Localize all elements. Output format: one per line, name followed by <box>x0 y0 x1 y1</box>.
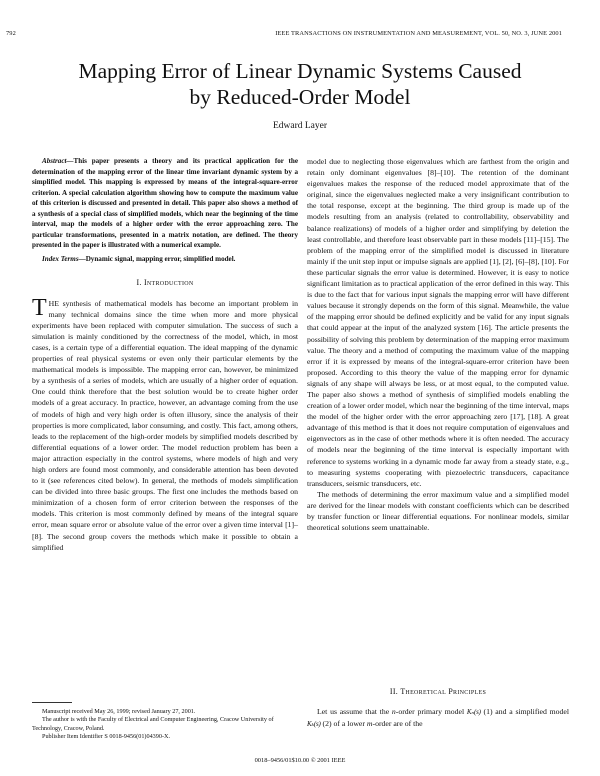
s2-text-c: (1) and a simplified model <box>480 707 569 717</box>
s2-var-m: m <box>366 719 373 729</box>
s2-text-a: Let us assume that the <box>317 707 392 717</box>
index-terms <box>32 254 298 265</box>
s2-var-n: n <box>391 707 396 717</box>
paper-title <box>40 58 560 110</box>
footnote-received: Manuscript received May 26, 1999; revised January 27, 2001. <box>42 708 196 715</box>
drop-cap: T <box>32 294 47 321</box>
s2-math-kn: Kₙ(s) <box>466 708 481 717</box>
footnote-pii: Publisher Item Identifier S 0018-9456(01)04390-X. <box>42 733 171 741</box>
s2-math-km: Kₖ(s) <box>307 720 321 729</box>
index-terms-lead: Index Terms— <box>42 254 86 263</box>
footnote-rule <box>32 702 72 703</box>
intro-paragraph-1-continued: model due to neglecting those eigenvalues which are farthest from the origin and retain only dominant eigenvalues [8]–[10]. The retention of the dominant eigenvalues makes the response of the reduced model approximate that of the original, since the eigenvalues neglected make a very insignificant contribution to the total response, except at the beginning. The third group is made up of the models resulting from an analysis (related to controllability, observability and balance realizations) of models of a higher order and simplifying by deletion the least controllable, and therefore least observable part in these models [11]–[15]. The problem of the mapping error of the simplified model is discussed in literature mainly if the unit step input or impulse signals are applied [1], [2], [6]–[8], [10]. For these particular signals the error value is determined. However, it is easy to notice significant limitation as to practical application of the error defined in this way. This is due to the fact that for various input signals the mapping error will have different values because it strongly depends on the form of this signal. Meanwhile, the value of the mapping error should be defined explicitly and be valid for any input signals that could appear at the input of the analyzed system [16]. The article presents the possibility of solving this problem by determination of the mapping error maximum value. The theory and a method of computing the maximum value of the mapping error if it is expressed by means of the integral-square-error criterion have been proposed. According to this theory the value of the mapping error for dynamic signals of any shape will always be less, or at most equal, to the computed value. The paper also shows a method of synthesis of simplified models enabling the creation of a lower order model, which near the beginning of the time interval, maps the model of the higher order with the error approaching zero [17], [18]. A great advantage of this method is that it does not require computation of eigenvalues and eigenvectors as in the case of other methods where it is often needed. The accuracy of models near the beginning of the time interval is especially important with reference to systems working in a dynamic mode far away from a steady state, e.g., to measuring systems cooperating with piezoelectric transducers, capacitance transducers, seismic transducers, etc. <box>307 157 569 488</box>
section-2-title: Theoretical Principles <box>400 687 487 696</box>
intro-paragraph-2: The methods of determining the error maximum value and a simplified model are derived for the linear models with constant coefficients which can be described by transfer function or linear differential equations. For nonlinear models, similar theoretical solutions seem unattainable. <box>307 489 569 533</box>
s2-text-d: (2) of a lower <box>320 719 367 729</box>
s2-text-b: -order primary model <box>395 707 467 717</box>
copyright-footer: 0018–9456/01$10.00 © 2001 IEEE <box>254 757 346 764</box>
abstract <box>32 156 298 251</box>
abstract-text: This paper presents a theory and its practical application for the determination of the mapping error of the linear time invariant dynamic system by a simplified model. This mapping is expressed by means of the integral-square-error criterion. A special calculation algorithm showing how to compute the maximum value of this criterion is discussed and presented in detail. This paper also shows a method of a synthesis of a special class of simplified models, which near the beginning of the time interval, map the models of a higher order with the error approaching zero. The particular transformations, presented in a matrix notation, are defined. The theory presented in the paper is illustrated with a numerical example. <box>32 157 298 250</box>
intro-paragraph-1-text: HE synthesis of mathematical models has become an important problem in many technical domains since the time when more and more physical experiments have been replaced with computer simulation. The success of such a simulation is mainly conditioned by the correctness of the model, which, in most cases, is a certain type of a differential equation. The ideal mapping of the dynamic properties of real physical systems or even only their particular elements by the mathematical models is impossible. The mapping error can, however, be minimized by a synthesis of a series of models, which are usually of a higher order of equation. One could think therefore that the best solution would be to create higher order models of a great accuracy. In practice, however, an advantage coming from the use of models of high and very high order is often illusory, since the analysis of their properties is more complicated, labor consuming, and costly. This fact, among others, leads to the replacement of the high-order models by simplified models described by differential equations of a lower order. The model reduction problem has been a major attraction especially in the control systems, where models of high and very high orders are found most commonly, and considerable attention has been devoted to it (see references cited below). In general, the methods of models simplification can be divided into three basic groups. The first one includes the methods based on minimization of a chosen form of error criterion between the responses of the models. This criterion is most commonly defined by means of the integral square error, mean square error or absolute value of the error over a given time interval [1]–[8]. The second group covers the methods which make it possible to obtain a simplified <box>32 298 298 552</box>
s2-text-e: -order are of the <box>372 719 423 729</box>
section-1-heading <box>32 277 298 288</box>
abstract-lead: Abstract— <box>42 157 74 165</box>
intro-paragraph-1 <box>32 294 298 553</box>
section-2 <box>307 686 569 730</box>
title-line-2: by Reduced-Order Model <box>189 85 411 109</box>
section-1-number: I. <box>136 278 142 288</box>
footnote-affiliation: The author is with the Faculty of Electrical and Computer Engineering, Cracow University of Technology, Cracow, Poland. <box>32 716 274 732</box>
section-2-number: II. <box>389 687 399 696</box>
left-column <box>32 156 298 553</box>
page-number: 792 <box>6 30 16 37</box>
section-1-title: Introduction <box>143 278 194 288</box>
section-2-paragraph-1 <box>307 706 569 730</box>
right-column <box>307 156 569 533</box>
journal-header: IEEE TRANSACTIONS ON INSTRUMENTATION AND MEASUREMENT, VOL. 50, NO. 3, JUNE 2001 <box>275 30 562 37</box>
title-line-1: Mapping Error of Linear Dynamic Systems Caused <box>78 59 522 83</box>
index-terms-text: Dynamic signal, mapping error, simplified model. <box>85 254 236 263</box>
footnotes <box>32 702 298 742</box>
section-2-heading <box>307 686 569 697</box>
author-name: Edward Layer <box>272 121 328 131</box>
